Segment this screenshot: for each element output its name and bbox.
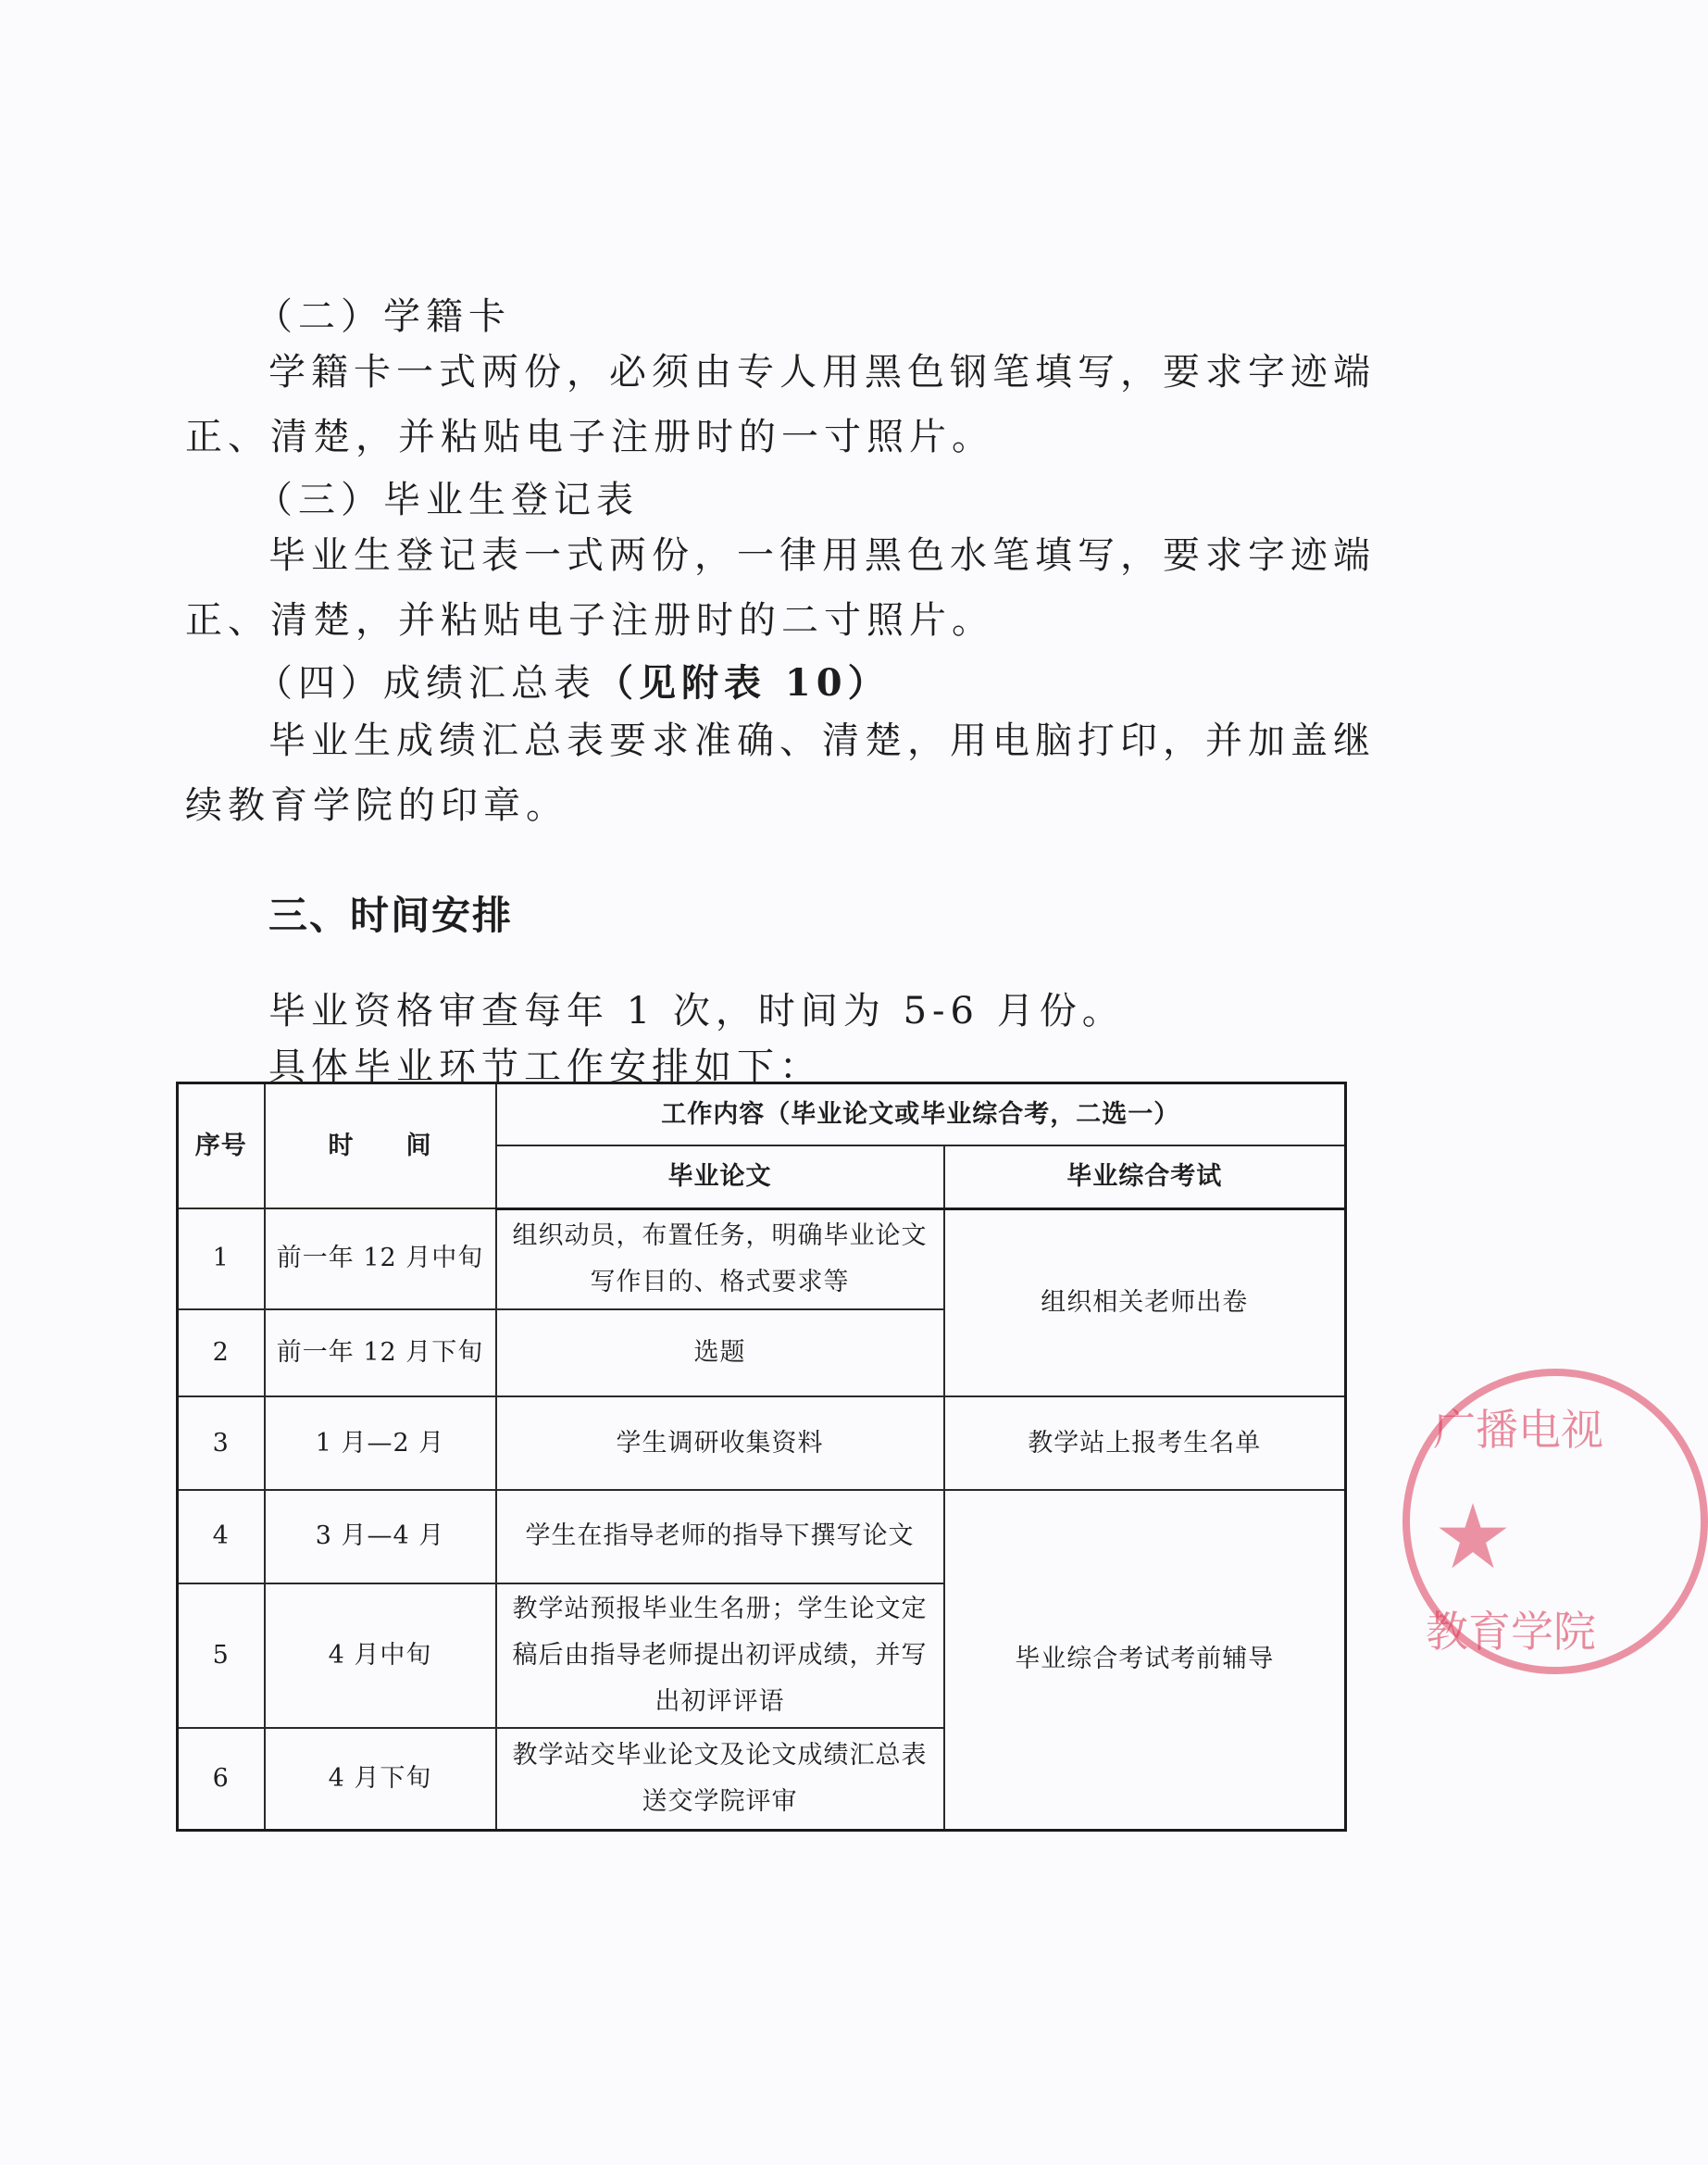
item4-line2: 续教育学院的印章。 bbox=[185, 784, 568, 827]
seal-star-icon bbox=[1437, 1500, 1509, 1572]
row-index: 5 bbox=[178, 1583, 265, 1728]
item4-title bbox=[256, 661, 891, 706]
table-header-row bbox=[178, 1083, 1346, 1146]
row-time: 1 月—2 月 bbox=[265, 1396, 496, 1490]
table-row bbox=[178, 1490, 1346, 1583]
header-thesis: 毕业论文 bbox=[496, 1145, 944, 1208]
item4-line1: 毕业生成绩汇总表要求准确、清楚，用电脑打印，并加盖继 bbox=[268, 720, 1376, 762]
row-index: 4 bbox=[178, 1490, 265, 1583]
row-exam: 组织相关老师出卷 bbox=[944, 1208, 1346, 1396]
header-time: 时 间 bbox=[265, 1083, 496, 1209]
row-thesis: 学生调研收集资料 bbox=[496, 1396, 944, 1490]
header-index: 序号 bbox=[178, 1083, 265, 1209]
row-time: 3 月—4 月 bbox=[265, 1490, 496, 1583]
table-row bbox=[178, 1396, 1346, 1490]
item2-line2: 正、清楚，并粘贴电子注册时的一寸照片。 bbox=[185, 416, 994, 458]
section3-para1: 毕业资格审查每年 1 次，时间为 5-6 月份。 bbox=[268, 990, 1125, 1032]
section3-heading: 三、时间安排 bbox=[268, 893, 514, 938]
row-time: 4 月下旬 bbox=[265, 1728, 496, 1831]
row-thesis: 学生在指导老师的指导下撰写论文 bbox=[496, 1490, 944, 1583]
header-content: 工作内容（毕业论文或毕业综合考，二选一） bbox=[496, 1083, 1346, 1146]
seal-text-bottom: 教育学院 bbox=[1426, 1607, 1596, 1657]
row-thesis: 教学站预报毕业生名册；学生论文定稿后由指导老师提出初评成绩，并写出初评评语 bbox=[496, 1583, 944, 1728]
seal-text-top: 广播电视 bbox=[1433, 1405, 1603, 1455]
row-exam: 毕业综合考试考前辅导 bbox=[944, 1490, 1346, 1831]
schedule-table bbox=[176, 1082, 1347, 1832]
row-index: 2 bbox=[178, 1309, 265, 1396]
item2-title: （二）学籍卡 bbox=[256, 295, 511, 338]
section3-para2: 具体毕业环节工作安排如下： bbox=[268, 1045, 822, 1088]
row-time: 前一年 12 月中旬 bbox=[265, 1208, 496, 1309]
row-thesis: 教学站交毕业论文及论文成绩汇总表送交学院评审 bbox=[496, 1728, 944, 1831]
item2-line1: 学籍卡一式两份，必须由专人用黑色钢笔填写，要求字迹端 bbox=[268, 351, 1376, 394]
item3-line1: 毕业生登记表一式两份，一律用黑色水笔填写，要求字迹端 bbox=[268, 534, 1376, 577]
row-index: 3 bbox=[178, 1396, 265, 1490]
row-exam: 教学站上报考生名单 bbox=[944, 1396, 1346, 1490]
table-row bbox=[178, 1208, 1346, 1309]
row-time: 4 月中旬 bbox=[265, 1583, 496, 1728]
row-thesis: 组织动员，布置任务，明确毕业论文写作目的、格式要求等 bbox=[496, 1208, 944, 1309]
item4-reference: （见附表 10） bbox=[596, 661, 891, 705]
row-index: 6 bbox=[178, 1728, 265, 1831]
row-index: 1 bbox=[178, 1208, 265, 1309]
item3-title: （三）毕业生登记表 bbox=[256, 479, 639, 521]
row-thesis: 选题 bbox=[496, 1309, 944, 1396]
item4-title-text: （四）成绩汇总表 bbox=[256, 662, 596, 705]
row-time: 前一年 12 月下旬 bbox=[265, 1309, 496, 1396]
item3-line2: 正、清楚，并粘贴电子注册时的二寸照片。 bbox=[185, 599, 994, 642]
header-exam: 毕业综合考试 bbox=[944, 1145, 1346, 1208]
